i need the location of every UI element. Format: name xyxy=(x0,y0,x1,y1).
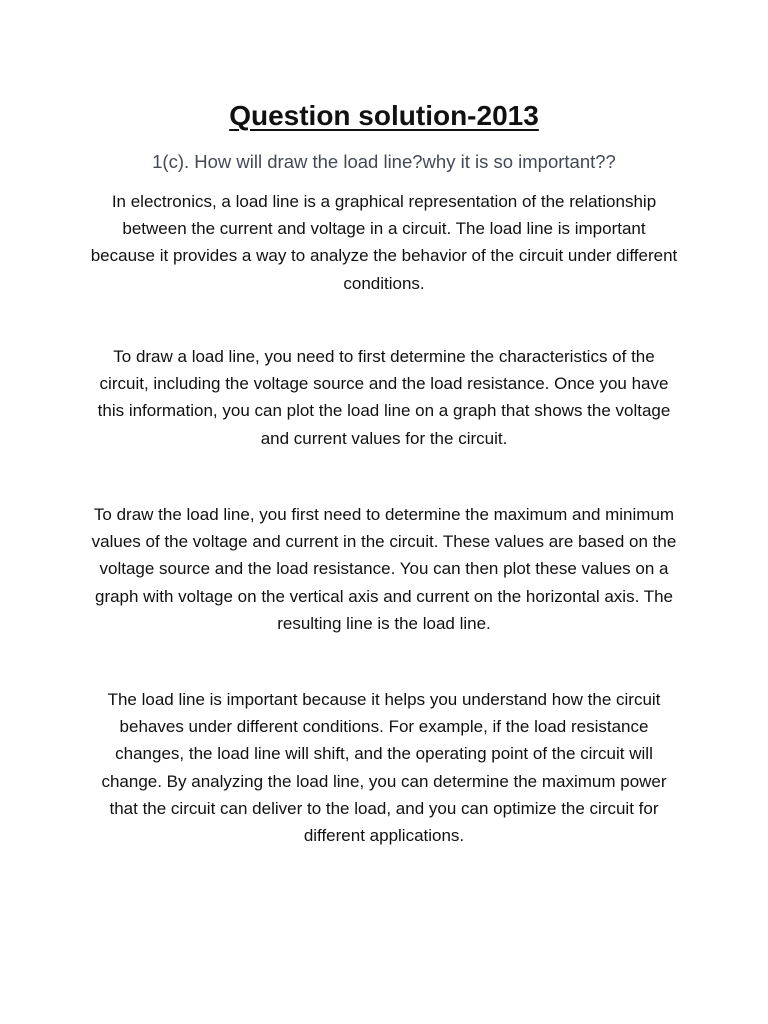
paragraph-1: In electronics, a load line is a graphical representation of the relationship between the current and voltage in a circuit. The load line is important because it provides a way to analyze the behavior of the circuit under different conditions. xyxy=(90,192,678,293)
paragraph-4: The load line is important because it helps you understand how the circuit behaves under different conditions. For example, if the load resistance changes, the load line will shift, and the operating point of the circuit will change. By analyzing the load line, you can determine the maximum power that the circuit can deliver to the load, and you can optimize the circuit for different applications. xyxy=(101,690,667,846)
question-heading: 1(c). How will draw the load line?why it is so important?? xyxy=(152,151,616,172)
paragraph-3: To draw the load line, you first need to determine the maximum and minimum values of the voltage and current in the circuit. These values are based on the voltage source and the load resistance. You can then plot these values on a graph with voltage on the vertical axis and current on the horizontal axis. The resulting line is the load line. xyxy=(91,505,677,633)
page-title: Question solution-2013 xyxy=(229,100,539,131)
paragraph-2: To draw a load line, you need to first determine the characteristics of the circuit, including the voltage source and the load resistance. Once you have this information, you can plot the load line on a graph that shows the voltage and current values for the circuit. xyxy=(97,347,671,448)
